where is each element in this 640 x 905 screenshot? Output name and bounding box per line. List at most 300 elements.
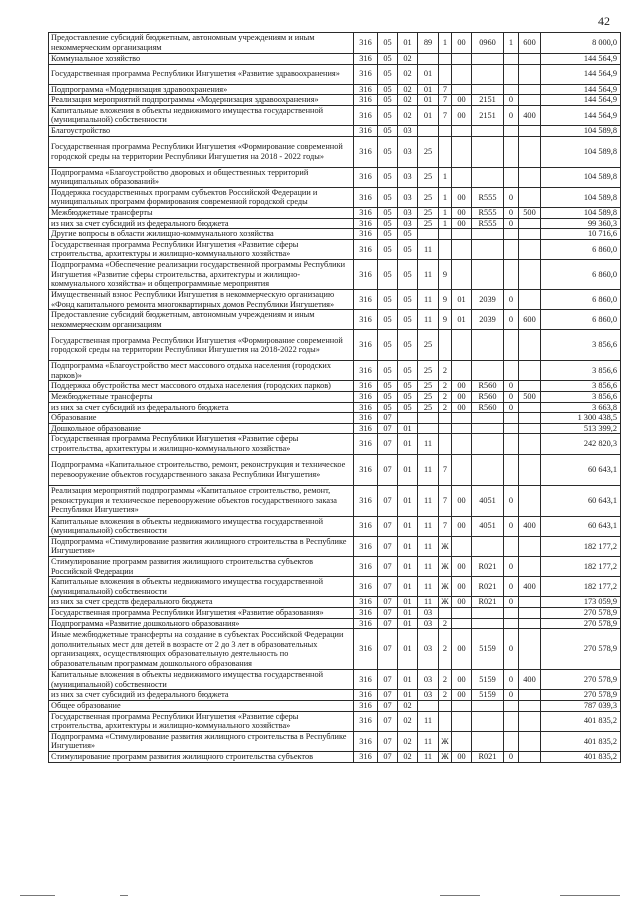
subprogram-code: 2: [439, 381, 452, 392]
direction-suffix: [504, 229, 519, 240]
direction-code: 4051: [472, 485, 504, 516]
subsection-code: 05: [398, 330, 418, 361]
expense-type: 400: [519, 105, 541, 125]
subsection-code: 05: [398, 392, 418, 403]
section-code: 07: [378, 711, 398, 731]
subprogram-code: [439, 434, 452, 454]
ved-code: 316: [354, 136, 378, 167]
table-row: [49, 711, 621, 731]
direction-suffix: [504, 330, 519, 361]
event-code: [452, 259, 472, 289]
subsection-code: 05: [398, 361, 418, 381]
section-code: 05: [378, 259, 398, 289]
row-name: Подпрограмма «Благоустройство дворовых и общественных территорий муниципальных образований»: [49, 167, 354, 187]
program-code: [418, 413, 439, 424]
event-code: 00: [452, 629, 472, 670]
ved-code: 316: [354, 95, 378, 106]
program-code: 01: [418, 84, 439, 95]
direction-suffix: 0: [504, 516, 519, 536]
direction-suffix: 1: [504, 33, 519, 54]
event-code: [452, 700, 472, 711]
amount: 104 589,8: [541, 167, 621, 187]
section-code: 05: [378, 95, 398, 106]
direction-code: R560: [472, 402, 504, 413]
program-code: [418, 125, 439, 136]
event-code: 00: [452, 597, 472, 608]
ved-code: 316: [354, 618, 378, 629]
event-code: [452, 536, 472, 556]
subprogram-code: 1: [439, 187, 452, 207]
subsection-code: 02: [398, 711, 418, 731]
subprogram-code: 7: [439, 95, 452, 106]
amount: 144 564,9: [541, 95, 621, 106]
row-name: Подпрограмма «Модернизация здравоохранения»: [49, 84, 354, 95]
ved-code: 316: [354, 54, 378, 65]
amount: 104 589,8: [541, 136, 621, 167]
section-code: 07: [378, 629, 398, 670]
ved-code: 316: [354, 381, 378, 392]
subsection-code: 03: [398, 207, 418, 218]
table-row: [49, 54, 621, 65]
direction-code: [472, 330, 504, 361]
subprogram-code: [439, 136, 452, 167]
subprogram-code: 1: [439, 218, 452, 229]
amount: 60 643,1: [541, 454, 621, 485]
row-name: из них за счет средств федерального бюджета: [49, 597, 354, 608]
subprogram-code: [439, 54, 452, 65]
row-name: Коммунальное хозяйство: [49, 54, 354, 65]
direction-suffix: 0: [504, 402, 519, 413]
expense-type: 400: [519, 670, 541, 690]
ved-code: 316: [354, 187, 378, 207]
ved-code: 316: [354, 485, 378, 516]
direction-code: [472, 125, 504, 136]
direction-suffix: [504, 700, 519, 711]
amount: 401 835,2: [541, 751, 621, 762]
row-name: Предоставление субсидий бюджетным, автономным учреждениям и иным некоммерческим организациям: [49, 310, 354, 330]
direction-suffix: 0: [504, 597, 519, 608]
expense-type: [519, 434, 541, 454]
ved-code: 316: [354, 516, 378, 536]
event-code: 01: [452, 310, 472, 330]
subprogram-code: 7: [439, 516, 452, 536]
section-code: 07: [378, 536, 398, 556]
expense-type: [519, 629, 541, 670]
ved-code: 316: [354, 33, 378, 54]
amount: 270 578,9: [541, 618, 621, 629]
event-code: [452, 618, 472, 629]
subsection-code: 01: [398, 607, 418, 618]
direction-code: [472, 618, 504, 629]
section-code: 07: [378, 434, 398, 454]
subsection-code: 01: [398, 557, 418, 577]
row-name: Поддержка обустройства мест массового отдыха населения (городских парков): [49, 381, 354, 392]
direction-code: [472, 607, 504, 618]
subprogram-code: Ж: [439, 577, 452, 597]
direction-code: [472, 259, 504, 289]
event-code: 00: [452, 690, 472, 701]
direction-code: 5159: [472, 690, 504, 701]
ved-code: 316: [354, 167, 378, 187]
subprogram-code: 2: [439, 392, 452, 403]
subprogram-code: 9: [439, 289, 452, 309]
row-name: Государственная программа Республики Ингушетия «Формирование современной городской среды на территории Республики Ингушетия на 2018 - 2022 годы»: [49, 136, 354, 167]
direction-code: R560: [472, 392, 504, 403]
expense-type: [519, 218, 541, 229]
subsection-code: 01: [398, 423, 418, 434]
table-row: [49, 207, 621, 218]
ved-code: 316: [354, 125, 378, 136]
direction-code: [472, 536, 504, 556]
subsection-code: 03: [398, 167, 418, 187]
amount: 144 564,9: [541, 84, 621, 95]
direction-code: [472, 136, 504, 167]
subsection-code: 01: [398, 485, 418, 516]
direction-code: [472, 239, 504, 259]
direction-code: 5159: [472, 670, 504, 690]
ved-code: 316: [354, 84, 378, 95]
ved-code: 316: [354, 577, 378, 597]
table-row: [49, 402, 621, 413]
row-name: Предоставление субсидий бюджетным, автономным учреждениям и иным некоммерческим организациям: [49, 33, 354, 54]
event-code: [452, 330, 472, 361]
direction-code: 2151: [472, 105, 504, 125]
direction-code: [472, 700, 504, 711]
program-code: 11: [418, 310, 439, 330]
event-code: [452, 423, 472, 434]
ved-code: 316: [354, 413, 378, 424]
ved-code: 316: [354, 64, 378, 84]
expense-type: [519, 423, 541, 434]
section-code: 07: [378, 618, 398, 629]
subprogram-code: 2: [439, 618, 452, 629]
direction-suffix: 0: [504, 577, 519, 597]
subprogram-code: 1: [439, 207, 452, 218]
event-code: [452, 167, 472, 187]
subprogram-code: 7: [439, 454, 452, 485]
direction-suffix: [504, 84, 519, 95]
expense-type: [519, 618, 541, 629]
subsection-code: 02: [398, 105, 418, 125]
subprogram-code: [439, 413, 452, 424]
subprogram-code: 2: [439, 361, 452, 381]
ved-code: 316: [354, 434, 378, 454]
row-name: Другие вопросы в области жилищно-коммунального хозяйства: [49, 229, 354, 240]
expense-type: [519, 690, 541, 701]
section-code: 07: [378, 690, 398, 701]
row-name: Поддержка государственных программ субъектов Российской Федерации и муниципальных программ формирования современной городской среды: [49, 187, 354, 207]
expense-type: [519, 64, 541, 84]
expense-type: [519, 330, 541, 361]
program-code: 11: [418, 711, 439, 731]
section-code: 07: [378, 485, 398, 516]
direction-code: R555: [472, 207, 504, 218]
direction-code: 4051: [472, 516, 504, 536]
expense-type: 400: [519, 516, 541, 536]
direction-suffix: [504, 711, 519, 731]
table-row: [49, 381, 621, 392]
section-code: 05: [378, 218, 398, 229]
program-code: 01: [418, 64, 439, 84]
ved-code: 316: [354, 289, 378, 309]
table-row: [49, 289, 621, 309]
event-code: [452, 136, 472, 167]
table-row: [49, 670, 621, 690]
section-code: 07: [378, 597, 398, 608]
program-code: 25: [418, 361, 439, 381]
row-name: Подпрограмма «Благоустройство мест массового отдыха населения (городских парков)»: [49, 361, 354, 381]
expense-type: [519, 454, 541, 485]
section-code: 05: [378, 84, 398, 95]
amount: 270 578,9: [541, 629, 621, 670]
section-code: 05: [378, 167, 398, 187]
section-code: 05: [378, 33, 398, 54]
row-name: Подпрограмма «Стимулирование развития жилищного строительства в Республике Ингушетия»: [49, 731, 354, 751]
event-code: [452, 361, 472, 381]
ved-code: 316: [354, 259, 378, 289]
program-code: 03: [418, 607, 439, 618]
row-name: Иные межбюджетные трансферты на создание в субъектах Российской Федерации дополнительных мест для детей в возрасте от 2 до 3 лет в образовательных организациях, осуществляющих образовательную деятельность по образовательным программам дошкольного образования: [49, 629, 354, 670]
table-row: [49, 516, 621, 536]
event-code: [452, 229, 472, 240]
table-row: [49, 187, 621, 207]
table-row: [49, 700, 621, 711]
subsection-code: 02: [398, 731, 418, 751]
event-code: 00: [452, 207, 472, 218]
subsection-code: 05: [398, 402, 418, 413]
event-code: 00: [452, 670, 472, 690]
direction-code: 2039: [472, 310, 504, 330]
direction-suffix: 0: [504, 218, 519, 229]
section-code: 07: [378, 731, 398, 751]
ved-code: 316: [354, 607, 378, 618]
direction-code: [472, 423, 504, 434]
section-code: 05: [378, 54, 398, 65]
amount: 144 564,9: [541, 64, 621, 84]
row-name: Реализация мероприятий подпрограммы «Капитальное строительство, ремонт, реконструкция и техническое перевооружение объектов государственного заказа Республики Ингушетия»: [49, 485, 354, 516]
table-row: [49, 330, 621, 361]
direction-suffix: [504, 125, 519, 136]
subprogram-code: 2: [439, 629, 452, 670]
expense-type: [519, 289, 541, 309]
direction-code: R560: [472, 381, 504, 392]
expense-type: 400: [519, 577, 541, 597]
row-name: Дошкольное образование: [49, 423, 354, 434]
subsection-code: 02: [398, 64, 418, 84]
subsection-code: 01: [398, 670, 418, 690]
program-code: 11: [418, 751, 439, 762]
expense-type: [519, 485, 541, 516]
amount: 6 860,0: [541, 289, 621, 309]
table-row: [49, 454, 621, 485]
section-code: 05: [378, 207, 398, 218]
scan-edge-lines: [0, 895, 640, 899]
program-code: 11: [418, 485, 439, 516]
event-code: 00: [452, 105, 472, 125]
direction-code: R021: [472, 597, 504, 608]
event-code: 00: [452, 218, 472, 229]
subsection-code: 05: [398, 239, 418, 259]
direction-suffix: 0: [504, 485, 519, 516]
event-code: 00: [452, 557, 472, 577]
row-name: Межбюджетные трансферты: [49, 207, 354, 218]
table-row: [49, 167, 621, 187]
event-code: [452, 125, 472, 136]
expense-type: [519, 381, 541, 392]
program-code: 11: [418, 289, 439, 309]
ved-code: 316: [354, 454, 378, 485]
subsection-code: 01: [398, 33, 418, 54]
ved-code: 316: [354, 239, 378, 259]
row-name: Подпрограмма «Развитие дошкольного образования»: [49, 618, 354, 629]
direction-suffix: 0: [504, 187, 519, 207]
ved-code: 316: [354, 207, 378, 218]
subsection-code: 02: [398, 95, 418, 106]
program-code: 25: [418, 392, 439, 403]
subsection-code: 03: [398, 187, 418, 207]
table-row: [49, 84, 621, 95]
table-row: [49, 751, 621, 762]
subsection-code: 02: [398, 54, 418, 65]
row-name: из них за счет субсидий из федерального бюджета: [49, 402, 354, 413]
table-row: [49, 577, 621, 597]
expense-type: [519, 536, 541, 556]
subprogram-code: [439, 711, 452, 731]
row-name: Государственная программа Республики Ингушетия «Формирование современной городской среды на территории Республики Ингушетия на 2018-2022 годы»: [49, 330, 354, 361]
program-code: 89: [418, 33, 439, 54]
expense-type: [519, 95, 541, 106]
amount: 270 578,9: [541, 670, 621, 690]
subprogram-code: 7: [439, 105, 452, 125]
row-name: Государственная программа Республики Ингушетия «Развитие образования»: [49, 607, 354, 618]
event-code: 00: [452, 751, 472, 762]
subprogram-code: [439, 64, 452, 84]
expense-type: [519, 229, 541, 240]
subsection-code: 03: [398, 218, 418, 229]
subprogram-code: [439, 423, 452, 434]
table-row: [49, 607, 621, 618]
program-code: 25: [418, 330, 439, 361]
direction-code: 2151: [472, 95, 504, 106]
row-name: из них за счет субсидий из федерального бюджета: [49, 218, 354, 229]
expense-type: [519, 187, 541, 207]
direction-code: [472, 413, 504, 424]
page-number: 42: [598, 14, 610, 28]
amount: 3 856,6: [541, 330, 621, 361]
row-name: Государственная программа Республики Ингушетия «Развитие сферы строительства, архитектуры и жилищно-коммунального хозяйства»: [49, 434, 354, 454]
table-row: [49, 218, 621, 229]
section-code: 05: [378, 125, 398, 136]
event-code: [452, 239, 472, 259]
ved-code: 316: [354, 229, 378, 240]
amount: 144 564,9: [541, 54, 621, 65]
table-row: [49, 95, 621, 106]
row-name: из них за счет субсидий из федерального бюджета: [49, 690, 354, 701]
table-row: [49, 392, 621, 403]
direction-suffix: 0: [504, 207, 519, 218]
amount: 182 177,2: [541, 557, 621, 577]
table-row: [49, 125, 621, 136]
section-code: 05: [378, 402, 398, 413]
section-code: 07: [378, 557, 398, 577]
program-code: 25: [418, 187, 439, 207]
table-row: [49, 239, 621, 259]
table-row: [49, 731, 621, 751]
table-row: [49, 136, 621, 167]
amount: 3 856,6: [541, 361, 621, 381]
table-row: [49, 618, 621, 629]
amount: 99 360,3: [541, 218, 621, 229]
table-row: [49, 423, 621, 434]
expense-type: [519, 136, 541, 167]
expense-type: [519, 700, 541, 711]
expense-type: 500: [519, 392, 541, 403]
section-code: 05: [378, 187, 398, 207]
program-code: 25: [418, 402, 439, 413]
subsection-code: 05: [398, 381, 418, 392]
amount: 182 177,2: [541, 577, 621, 597]
program-code: 03: [418, 690, 439, 701]
amount: 513 399,2: [541, 423, 621, 434]
ved-code: 316: [354, 629, 378, 670]
event-code: 00: [452, 402, 472, 413]
subsection-code: 01: [398, 577, 418, 597]
subsection-code: 05: [398, 259, 418, 289]
amount: 3 856,6: [541, 381, 621, 392]
amount: 1 300 438,5: [541, 413, 621, 424]
budget-table: [48, 32, 621, 763]
expense-type: [519, 597, 541, 608]
direction-suffix: [504, 618, 519, 629]
direction-code: [472, 229, 504, 240]
direction-code: [472, 454, 504, 485]
ved-code: 316: [354, 557, 378, 577]
direction-code: 0960: [472, 33, 504, 54]
subsection-code: 05: [398, 289, 418, 309]
ved-code: 316: [354, 690, 378, 701]
direction-suffix: 0: [504, 629, 519, 670]
amount: 6 860,0: [541, 310, 621, 330]
program-code: 25: [418, 167, 439, 187]
direction-code: [472, 731, 504, 751]
event-code: 00: [452, 392, 472, 403]
expense-type: [519, 751, 541, 762]
row-name: Подпрограмма «Капитальное строительство, ремонт, реконструкция и техническое перевооружение объектов государственного заказа Республики Ингушетия»: [49, 454, 354, 485]
ved-code: 316: [354, 751, 378, 762]
direction-code: [472, 54, 504, 65]
subsection-code: 03: [398, 136, 418, 167]
subprogram-code: [439, 700, 452, 711]
expense-type: [519, 239, 541, 259]
event-code: [452, 64, 472, 84]
subprogram-code: 9: [439, 259, 452, 289]
section-code: 05: [378, 105, 398, 125]
direction-code: [472, 434, 504, 454]
table-row: [49, 413, 621, 424]
ved-code: 316: [354, 105, 378, 125]
ved-code: 316: [354, 330, 378, 361]
ved-code: 316: [354, 731, 378, 751]
direction-suffix: 0: [504, 310, 519, 330]
program-code: 11: [418, 239, 439, 259]
subsection-code: 01: [398, 454, 418, 485]
expense-type: 600: [519, 310, 541, 330]
expense-type: [519, 361, 541, 381]
section-code: 07: [378, 413, 398, 424]
direction-code: [472, 167, 504, 187]
section-code: 05: [378, 310, 398, 330]
subprogram-code: 2: [439, 670, 452, 690]
